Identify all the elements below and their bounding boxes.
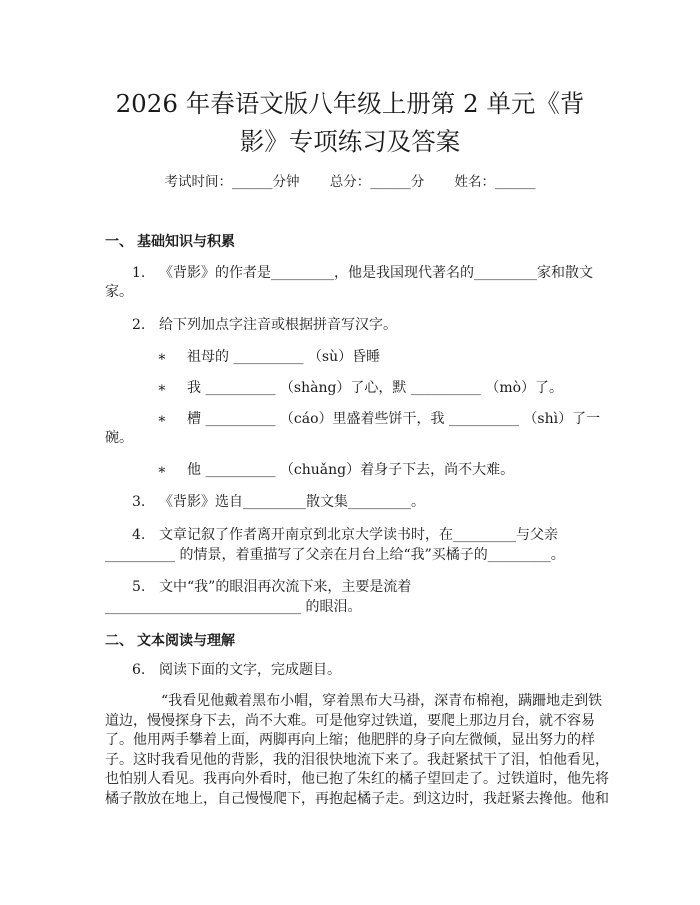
section-1-number: 一、 [105, 234, 133, 250]
passage-line: 橘子散放在地上，自己慢慢爬下，再抱起橘子走。到这边时，我赶紧去搀他。他和 [105, 791, 609, 807]
question-1 [132, 264, 593, 282]
question-5-text: 文中“我”的眼泪再次流下来，主要是流着 [159, 579, 412, 595]
question-2-item-continued: 碗。 [105, 430, 133, 446]
question-5-continued: ____________________________ 的眼泪。 [105, 599, 362, 615]
question-2-text: 给下列加点字注音或根据拼音写汉字。 [159, 317, 397, 333]
section-2-heading [105, 630, 235, 650]
exam-meta [0, 170, 700, 190]
question-3 [132, 493, 425, 511]
total-score-label: 总分：______分 [329, 174, 425, 190]
question-2-item [157, 379, 563, 397]
passage-line: 也怕别人看见。我再向外看时，他已抱了朱红的橘子望回走了。过铁道时，他先将 [105, 771, 609, 787]
question-4 [132, 526, 558, 544]
bullet-icon: ∗ [157, 411, 167, 427]
question-6 [132, 661, 341, 679]
title-line-1: 2026 年春语文版八年级上册第 2 单元《背 [115, 89, 585, 118]
passage-line: 道边，慢慢探身下去，尚不大难。可是他穿过铁道，要爬上那边月台，就不容易 [105, 713, 595, 729]
passage-line: 子。这时我看见他的背影，我的泪很快地流下来了。我赶紧拭干了泪，怕他看见， [105, 752, 609, 768]
section-2-number: 二、 [105, 633, 133, 649]
question-1-text: 《背影》的作者是_________，他是我国现代著名的_________家和散文 [159, 265, 593, 281]
title-line-2: 影》专项练习及答案 [239, 127, 461, 156]
question-1-continued: 家。 [105, 284, 133, 300]
question-2-item [157, 410, 600, 428]
question-2-item-text: 我 __________ （shàng）了心，默 __________ （mò）了。 [187, 380, 564, 396]
question-5-number: 5. [132, 579, 146, 595]
question-2-number: 2. [132, 317, 146, 333]
question-2-item-text: 他 __________ （chuǎng）着身子下去，尚不大难。 [187, 462, 515, 478]
document-title [95, 85, 605, 161]
question-3-number: 3. [132, 494, 146, 510]
question-4-continued: __________ 的情景，着重描写了父亲在月台上给“我”买橘子的_________。 [105, 547, 565, 563]
exam-time-label: 考试时间：______分钟 [164, 174, 300, 190]
bullet-icon: ∗ [157, 349, 167, 365]
question-1-number: 1. [132, 265, 146, 281]
section-1-title: 基础知识与积累 [137, 234, 235, 250]
question-2-item [157, 461, 514, 479]
question-2-item-text: 槽 __________ （cáo）里盛着些饼干，我 __________ （shì）了一 [187, 411, 601, 427]
question-4-number: 4. [132, 527, 146, 543]
question-2-item [157, 348, 380, 366]
bullet-icon: ∗ [157, 380, 167, 396]
question-2-item-text: 祖母的 __________ （sù）昏睡 [187, 349, 381, 365]
passage-line: “我看见他戴着黑布小帽，穿着黑布大马褂，深青布棉袍，蹒跚地走到铁 [161, 693, 603, 709]
passage-line: 了。他用两手攀着上面，两脚再向上缩；他肥胖的身子向左微倾，显出努力的样 [105, 732, 595, 748]
question-2 [132, 316, 397, 334]
section-1-heading [105, 231, 235, 251]
bullet-icon: ∗ [157, 462, 167, 478]
section-2-title: 文本阅读与理解 [137, 633, 235, 649]
question-5 [132, 578, 411, 596]
question-6-text: 阅读下面的文字，完成题目。 [159, 662, 341, 678]
name-label: 姓名：______ [454, 174, 536, 190]
question-3-text: 《背影》选自_________散文集_________。 [159, 494, 425, 510]
question-4-text: 文章记叙了作者离开南京到北京大学读书时，在_________与父亲 [159, 527, 558, 543]
question-6-number: 6. [132, 662, 146, 678]
